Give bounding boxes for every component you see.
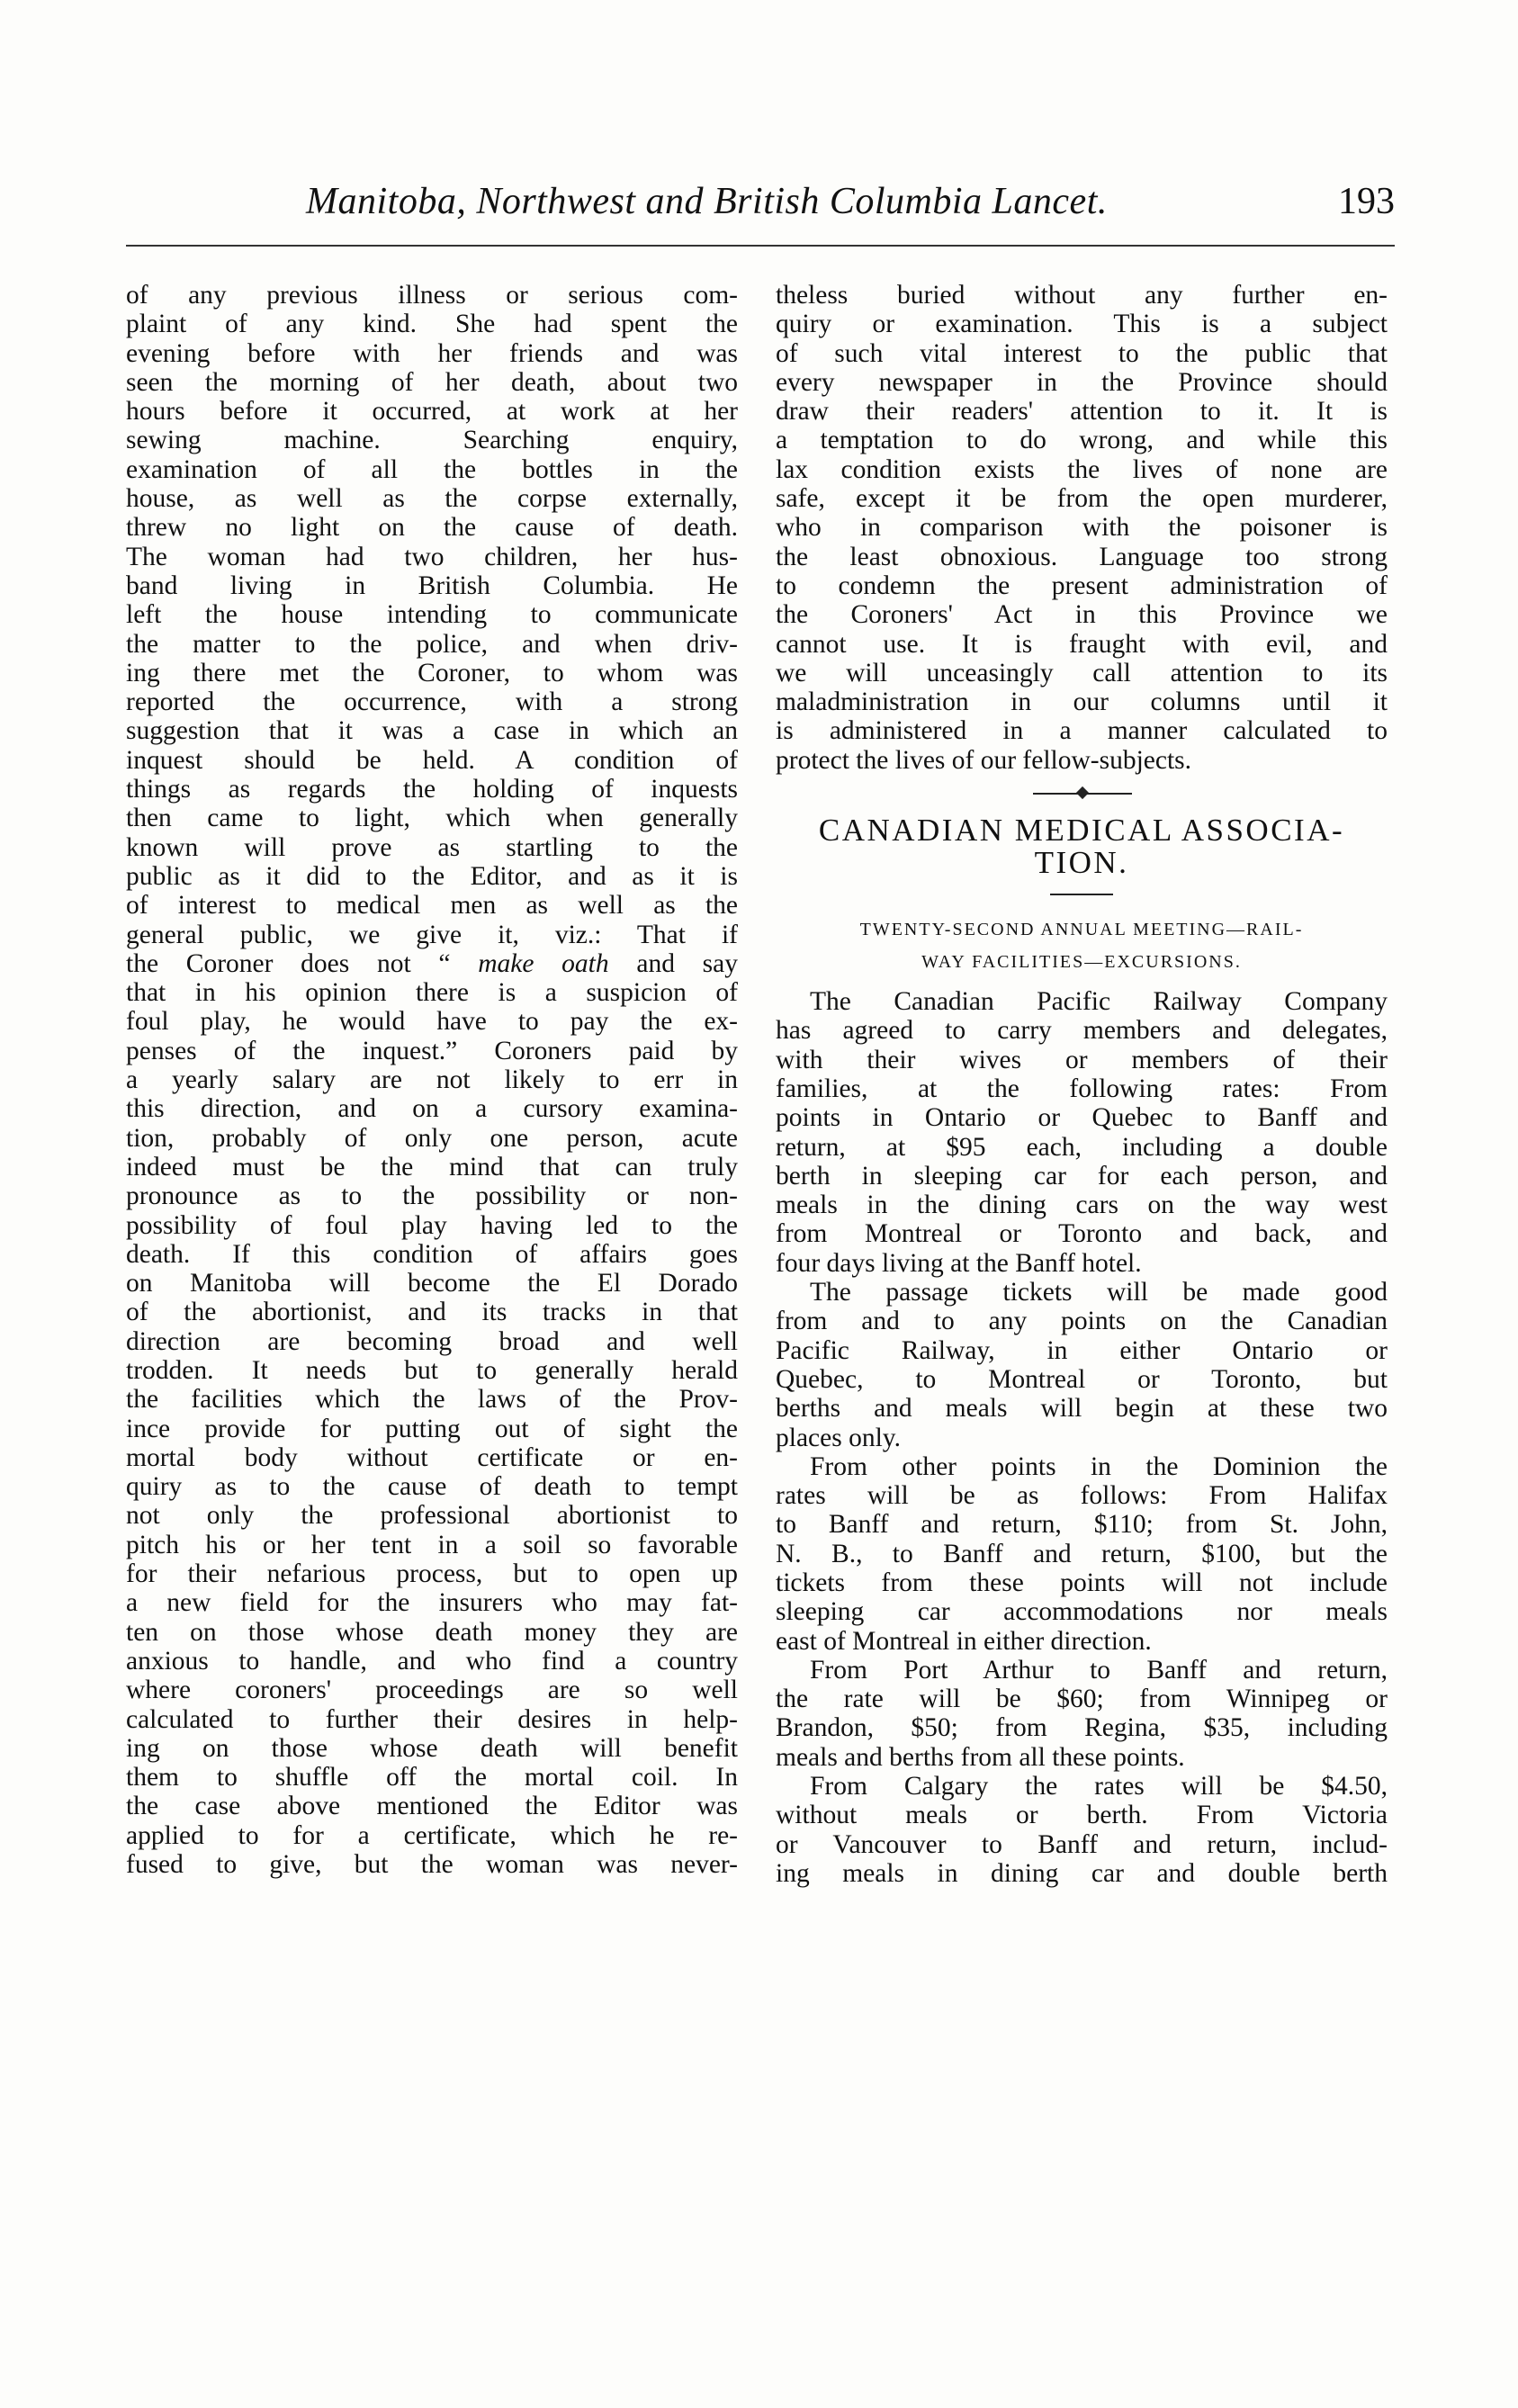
text-line: to Banff and return, $110; from St. John,	[776, 1510, 1388, 1540]
text-line: rates will be as follows: From Halifax	[776, 1481, 1388, 1511]
section-ornament	[776, 775, 1388, 814]
text-line: theless buried without any further en-	[776, 281, 1388, 310]
text-line: lax condition exists the lives of none are	[776, 454, 1388, 484]
text-line: tion, probably of only one person, acute	[126, 1123, 738, 1153]
text-line: ing on those whose death will benefit	[126, 1733, 738, 1763]
left-column	[126, 281, 738, 1879]
text-line: quiry or examination. This is a subject	[776, 310, 1388, 339]
text-line: possibility of foul play having led to the	[126, 1210, 738, 1240]
text-line: this direction, and on a cursory examina-	[126, 1094, 738, 1124]
text-line: ince provide for putting out of sight the	[126, 1414, 738, 1443]
text-line: the Coroners' Act in this Province we	[776, 600, 1388, 630]
running-header	[126, 180, 1395, 230]
text-line: we will unceasingly call attention to its	[776, 658, 1388, 687]
text-line: the Coroner does not “ make oath and say	[126, 948, 738, 978]
text-line: sewing machine. Searching enquiry,	[126, 426, 738, 455]
section-subheading	[776, 913, 1388, 978]
text-line: then came to light, which when generally	[126, 804, 738, 833]
text-line: is administered in a manner calculated to	[776, 716, 1388, 746]
text-line: a new field for the insurers who may fat-	[126, 1588, 738, 1618]
text-line: quiry as to the cause of death to tempt	[126, 1472, 738, 1502]
text-line: for their nefarious process, but to open up	[126, 1559, 738, 1589]
text-line: them to shuffle off the mortal coil. In	[126, 1763, 738, 1793]
text-line: threw no light on the cause of death.	[126, 513, 738, 543]
text-line: The woman had two children, her hus-	[126, 542, 738, 571]
text-line: has agreed to carry members and delegates,	[776, 1016, 1388, 1046]
text-line: foul play, he would have to pay the ex-	[126, 1007, 738, 1037]
right-column	[776, 281, 1388, 1888]
text-line: inquest should be held. A condition of	[126, 745, 738, 775]
text-line: of the abortionist, and its tracks in that	[126, 1298, 738, 1327]
text-line: meals in the dining cars on the way west	[776, 1191, 1388, 1220]
text-line: things as regards the holding of inquests	[126, 775, 738, 804]
section-subheading-line-1: TWENTY-SECOND ANNUAL MEETING—RAIL-	[859, 920, 1304, 940]
text-line: of interest to medical men as well as the	[126, 891, 738, 921]
text-line: From Calgary the rates will be $4.50,	[810, 1772, 1388, 1802]
text-line: ing there met the Coroner, to whom was	[126, 658, 738, 687]
text-line: the case above mentioned the Editor was	[126, 1792, 738, 1821]
text-line: berth in sleeping car for each person, and	[776, 1161, 1388, 1191]
text-line: draw their readers' attention to it. It is	[776, 397, 1388, 427]
text-line: N. B., to Banff and return, $100, but the	[776, 1539, 1388, 1568]
text-line: The Canadian Pacific Railway Company	[810, 987, 1388, 1017]
text-line: fused to give, but the woman was never-	[126, 1850, 738, 1880]
text-line: a temptation to do wrong, and while this	[776, 426, 1388, 455]
text-line: evening before with her friends and was	[126, 338, 738, 368]
ornament-diamond	[1076, 786, 1089, 799]
text-line: from and to any points on the Canadian	[776, 1307, 1388, 1336]
section-subheading-line-2: WAY FACILITIES—EXCURSIONS.	[921, 952, 1242, 973]
text-line: who in comparison with the poisoner is	[776, 513, 1388, 543]
text-line: of such vital interest to the public that	[776, 338, 1388, 368]
text-line: without meals or berth. From Victoria	[776, 1801, 1388, 1830]
text-line: calculated to further their desires in help-	[126, 1704, 738, 1734]
text-line: from Montreal or Toronto and back, and	[776, 1219, 1388, 1249]
text-line: the matter to the police, and when driv-	[126, 629, 738, 659]
text-line: hours before it occurred, at work at her	[126, 397, 738, 427]
text-line: not only the professional abortionist to	[126, 1501, 738, 1531]
text-line: suggestion that it was a case in which an	[126, 716, 738, 746]
text-line: with their wives or members of their	[776, 1045, 1388, 1074]
text-line: trodden. It needs but to generally herald	[126, 1355, 738, 1385]
text-line: direction are becoming broad and well	[126, 1326, 738, 1356]
text-line: general public, we give it, viz.: That if	[126, 920, 738, 949]
text-line: east of Montreal in either direction.	[776, 1626, 1152, 1656]
page-number: 193	[1338, 181, 1395, 222]
section-heading-line-2: TION.	[1034, 845, 1129, 881]
text-line: the facilities which the laws of the Prov-	[126, 1385, 738, 1415]
text-line: meals and berths from all these points.	[776, 1742, 1185, 1772]
text-line: four days living at the Banff hotel.	[776, 1248, 1142, 1278]
text-line: The passage tickets will be made good	[810, 1278, 1388, 1307]
text-line: From Port Arthur to Banff and return,	[810, 1655, 1388, 1685]
header-rule	[126, 245, 1395, 247]
text-line: the rate will be $60; from Winnipeg or	[776, 1685, 1388, 1714]
text-line: house, as well as the corpse externally,	[126, 484, 738, 514]
text-line: band living in British Columbia. He	[126, 571, 738, 600]
heading-divider	[1050, 894, 1113, 895]
text-line: left the house intending to communicate	[126, 600, 738, 630]
text-line: reported the occurrence, with a strong	[126, 687, 738, 717]
right-column-text-top	[776, 281, 1388, 775]
section-heading	[776, 814, 1388, 879]
text-line: to condemn the present administration of	[776, 571, 1388, 600]
text-line: protect the lives of our fellow-subjects.	[776, 745, 1192, 775]
text-line: the least obnoxious. Language too strong	[776, 542, 1388, 571]
text-line: of any previous illness or serious com-	[126, 281, 738, 310]
text-line: examination of all the bottles in the	[126, 454, 738, 484]
text-line: From other points in the Dominion the	[810, 1451, 1388, 1481]
text-line: death. If this condition of affairs goes	[126, 1239, 738, 1269]
running-title: Manitoba, Northwest and British Columbia Lancet.	[306, 181, 1108, 222]
text-line: tickets from these points will not include	[776, 1568, 1388, 1597]
text-line: plaint of any kind. She had spent the	[126, 310, 738, 339]
text-line: maladministration in our columns until it	[776, 687, 1388, 717]
text-line: families, at the following rates: From	[776, 1074, 1388, 1103]
text-line: cannot use. It is fraught with evil, and	[776, 629, 1388, 659]
text-line: a yearly salary are not likely to err in	[126, 1065, 738, 1095]
text-line: public as it did to the Editor, and as it is	[126, 861, 738, 891]
text-line: places only.	[776, 1423, 901, 1452]
text-line: applied to for a certificate, which he re-	[126, 1820, 738, 1850]
text-line: Brandon, $50; from Regina, $35, including	[776, 1713, 1388, 1743]
text-line: berths and meals will begin at these two	[776, 1394, 1388, 1424]
text-line: that in his opinion there is a suspicion of	[126, 978, 738, 1008]
text-line: pitch his or her tent in a soil so favorable	[126, 1530, 738, 1559]
emphasis: make oath	[478, 948, 609, 978]
text-line: points in Ontario or Quebec to Banff and	[776, 1103, 1388, 1133]
text-line: anxious to handle, and who find a country	[126, 1646, 738, 1676]
text-line: Quebec, to Montreal or Toronto, but	[776, 1364, 1388, 1394]
text-line: where coroners' proceedings are so well	[126, 1676, 738, 1705]
text-line: on Manitoba will become the El Dorado	[126, 1269, 738, 1298]
text-line: every newspaper in the Province should	[776, 367, 1388, 397]
text-line: seen the morning of her death, about two	[126, 367, 738, 397]
right-column-text-bottom	[776, 987, 1388, 1888]
text-line: safe, except it be from the open murderer,	[776, 484, 1388, 514]
text-line: known will prove as startling to the	[126, 832, 738, 862]
text-line: ing meals in dining car and double berth	[776, 1858, 1388, 1888]
text-line: pronounce as to the possibility or non-	[126, 1182, 738, 1211]
text-line: sleeping car accommodations nor meals	[776, 1597, 1388, 1627]
text-line: or Vancouver to Banff and return, includ-	[776, 1829, 1388, 1859]
section-heading-line-1: CANADIAN MEDICAL ASSOCIA-	[818, 813, 1345, 849]
text-line: indeed must be the mind that can truly	[126, 1152, 738, 1182]
text-line: penses of the inquest.” Coroners paid by	[126, 1036, 738, 1065]
text-line: Pacific Railway, in either Ontario or	[776, 1335, 1388, 1365]
text-line: ten on those whose death money they are	[126, 1617, 738, 1647]
text-line: return, at $95 each, including a double	[776, 1132, 1388, 1162]
text-line: mortal body without certificate or en-	[126, 1442, 738, 1472]
